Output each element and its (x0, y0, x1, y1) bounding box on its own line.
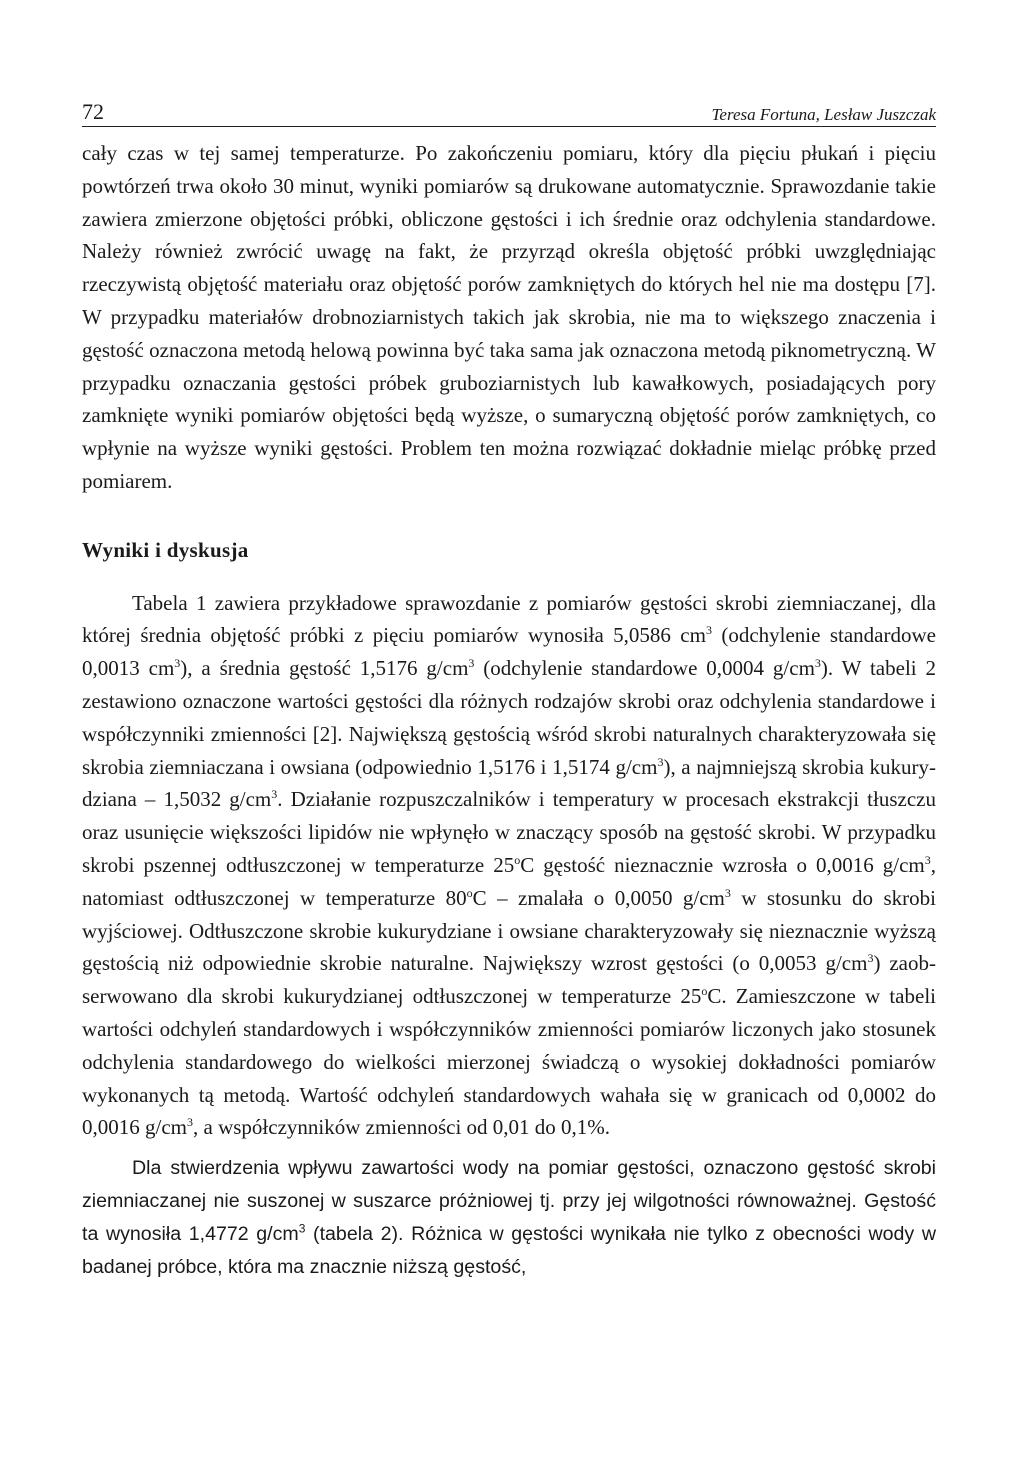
paragraph-method-description: cały czas w tej samej temperaturze. Po zakończeniu pomiaru, który dla pięciu płukań i pięciu powtórzeń trwa około 30 minut, wyniki pomiarów są drukowane automatycznie. Sprawozdanie takie zawiera zmierzone objętości próbki, obliczone gęstości i ich średnie oraz odchylenia standardowe. Należy również zwrócić uwagę na fakt, że przyrząd określa objętość próbki uwzględniając rzeczywistą objętość materiału oraz objętość porów zamkniętych do których hel nie ma dostępu [7]. W przypadku materiałów drobnoziarnistych takich jak skrobia, nie ma to większego znaczenia i gęstość oznaczona metodą helową powinna być taka sama jak oznaczona metodą piknometryczną. W przypadku oznaczania gęstości próbek gruboziarnistych lub kawałkowych, posiadających pory zamknięte wyniki pomiarów objętości będą wyższe, o sumaryczną objętość porów zamkniętych, co wpłynie na wyższe wyniki gęstości. Problem ten można rozwiązać dokładnie mieląc próbkę przed pomiarem. (82, 141, 936, 493)
running-header-authors: Teresa Fortuna, Lesław Juszczak (711, 105, 936, 124)
running-header (82, 100, 936, 127)
paragraph-water-content: Dla stwierdzenia wpływu zawartości wody na pomiar gęstości, oznaczono gęstość skrobi ziemniaczanej nie suszonej w suszarce próżniowej tj. przy jej wilgotności równoważnej. Gęstość ta wynosiła 1,4772 $g/cm^3$ (tabela 2). Różnica w gęstości wynikała nie tylko z obecności wody w badanej próbce, która ma znacznie niższą gęstość, (82, 1157, 936, 1278)
paragraph-results: Tabela 1 zawiera przykładowe sprawozdanie z pomiarów gęstości skrobi ziemniaczanej, dla której średnia objętość próbki z pięciu pomiarów wynosiła 5,0586 $cm^3$ (odchylenie standardowe 0,0013 $cm^3$), a średnia gęstość 1,5176 $g/cm^3$ (odchylenie standardowe 0,0004 $g/cm^3$). W tabeli 2 zestawiono oznaczone wartości gęstości dla różnych rodzajów skrobi oraz odchylenia standardowe i współczynniki zmienności [2]. Największą gęstością wśród skrobi naturalnych charakteryzowała się skrobia ziemniaczana i owsiana (odpowiednio 1,5176 i 1,5174 $g/cm^3$), a najmniejszą skrobia kukurydziana – 1,5032 $g/cm^3$. Działanie rozpuszczalników i temperatury w procesach ekstrakcji tłuszczu oraz usunięcie większości lipidów nie wpłynęło w znaczący sposób na gęstość skrobi. W przypadku skrobi pszennej odtłuszczonej w temperaturze 25$^o$C gęstość nieznacznie wzrosła o 0,0016 $g/cm^3$, natomiast odtłuszczonej w temperaturze 80$^o$C – zmalała o 0,0050 $g/cm^3$ w stosunku do skrobi wyjściowej. Odtłuszczone skrobie kukurydziane i owsiane charakteryzowały się nieznacznie wyższą gęstością niż odpowiednie skrobie naturalne. Największy wzrost gęstości (o 0,0053 $g/cm^3$) zaobserwowano dla skrobi kukurydzianej odtłuszczonej w temperaturze 25$^o$C. Zamieszczone w tabeli wartości odchyleń standardowych i współczynników zmienności pomiarów liczonych jako stosunek odchylenia standardowego do wielkości mierzonej świadczą o wysokiej dokładności pomiarów wykonanych tą metodą. Wartość odchyleń standardowych wahała się w granicach od 0,0002 do 0,0016 $g/cm^3$, a współczynników zmienności od 0,01 do 0,1%. (82, 590, 937, 1140)
page-number: 72 (82, 99, 104, 124)
section-heading-results: Wyniki i dyskusja (82, 537, 249, 562)
body-text (82, 137, 936, 1283)
